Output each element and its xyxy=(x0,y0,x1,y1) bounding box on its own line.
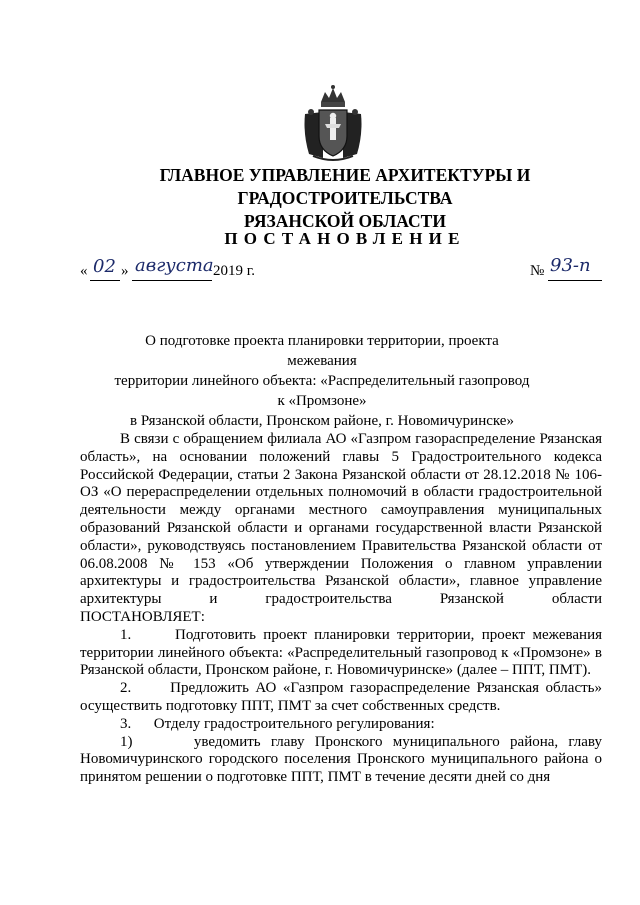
date-close-quote: » xyxy=(121,263,129,279)
subject-line2: территории линейного объекта: «Распределительный газопровод к «Промзоне» xyxy=(114,373,530,409)
date-day: 02 xyxy=(93,256,116,277)
decree-word: ПОСТАНОВЛЯЕТ: xyxy=(80,608,205,625)
organization-title-line1: ГЛАВНОЕ УПРАВЛЕНИЕ АРХИТЕКТУРЫ И ГРАДОСТРОИТЕЛЬСТВА xyxy=(159,165,531,208)
day-underline xyxy=(90,280,120,281)
date-number-line xyxy=(80,255,600,284)
document-subject xyxy=(112,331,532,431)
item-1-paragraph: 1. Подготовить проект планировки территории, проект межевания территории линейного объекта: «Распределительный газопровод к «Промзоне» в Рязанской области, Пронском районе, г. Новомичуринске» (далее – ППТ, ПМТ). xyxy=(80,626,606,679)
subject-line3: в Рязанской области, Пронском районе, г. Новомичуринске» xyxy=(130,413,514,429)
document-number-label: № xyxy=(530,263,545,279)
number-underline xyxy=(548,280,602,281)
month-underline xyxy=(132,280,212,281)
item-2-paragraph: 2. Предложить АО «Газпром газораспределение Рязанская область» осуществить подготовку ППТ, ПМТ за счет собственных средств. xyxy=(80,680,606,714)
item-3-1-paragraph: 1) уведомить главу Пронского муниципального района, главу Новомичуринского городского поселения Пронского муниципального района о принятом решении о подготовке ППТ, ПМТ в течение десяти дней со дня xyxy=(80,733,606,786)
ryazan-coat-of-arms-icon xyxy=(299,84,367,162)
document-number: 93-п xyxy=(550,255,591,276)
date-open-quote: « xyxy=(80,263,88,279)
document-type-heading: ПОСТАНОВЛЕНИЕ xyxy=(224,229,466,248)
item-3-paragraph: 3. Отделу градостроительного регулирования: xyxy=(120,715,435,732)
date-year: 2019 г. xyxy=(213,263,255,279)
document-body xyxy=(80,431,606,787)
date-month: августа xyxy=(135,255,214,276)
preamble-paragraph: В связи с обращением филиала АО «Газпром газораспределение Рязанская область», на основании положений главы 5 Градостроительного кодекса Российской Федерации, статьи 2 Закона Рязанской области от 28.12.2018 № 106-ОЗ «О перераспределении отдельных полномочий в области градостроительной деятельности между органами местного самоуправления муниципальных образований Рязанской области и органами государственной власти Рязанской области», руководствуясь постановлением Правительства Рязанской области от 06.08.2008 № 153 «Об утверждении Положения о главном управлении архитектуры и градостроительства Рязанской области», главное управление архитектуры и градостроительства Рязанской области xyxy=(80,431,602,608)
subject-line1: О подготовке проекта планировки территории, проекта межевания xyxy=(145,333,499,369)
organization-title xyxy=(60,164,630,233)
organization-title-line2: РЯЗАНСКОЙ ОБЛАСТИ xyxy=(244,211,446,231)
